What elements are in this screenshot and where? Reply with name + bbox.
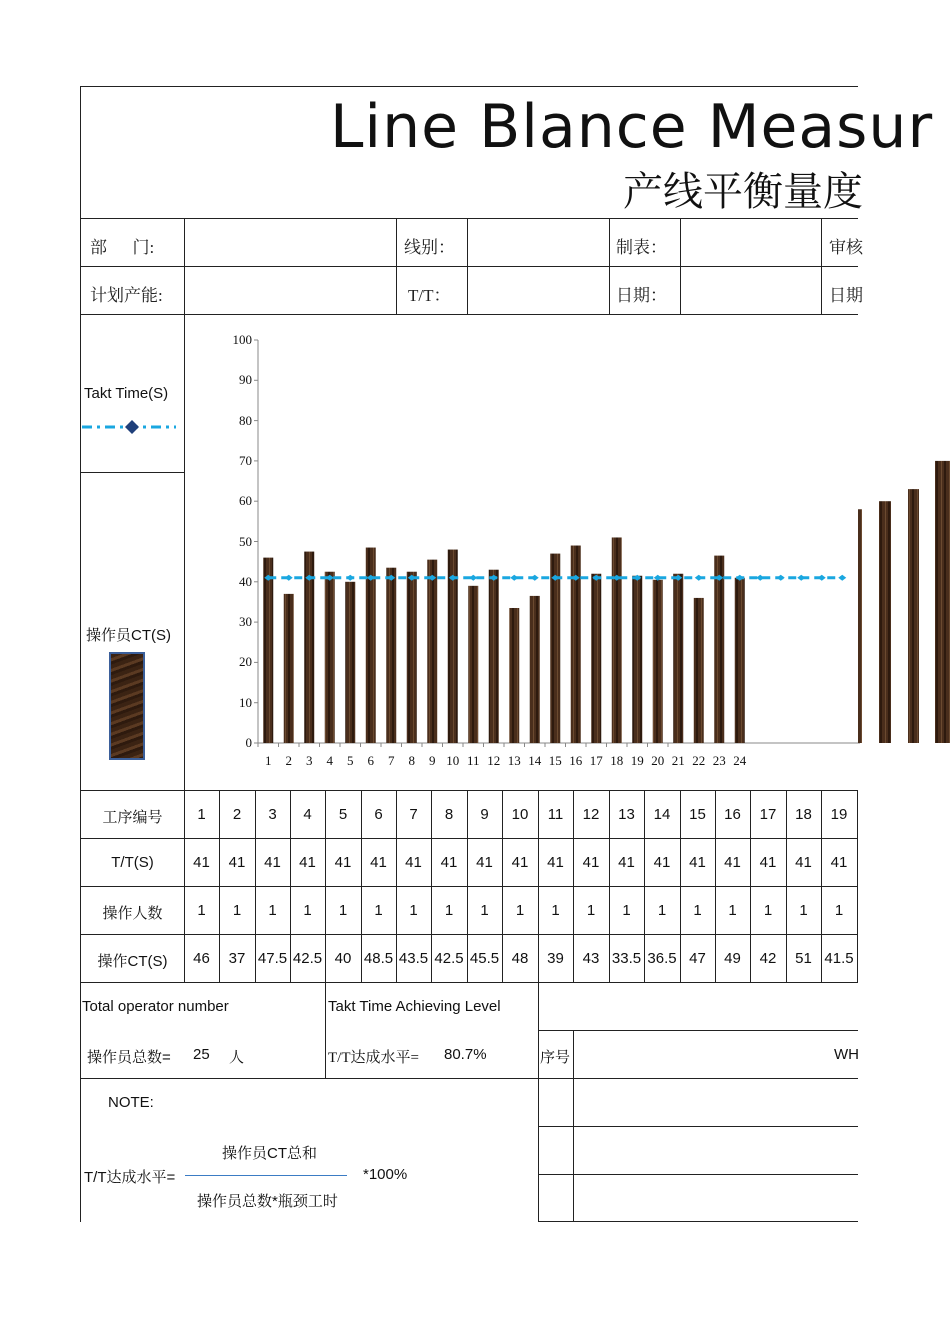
- takt-marker: [346, 575, 354, 581]
- total-operator-value: 25: [193, 1046, 210, 1063]
- table-cell: 1: [303, 902, 312, 919]
- ct-bar: [530, 596, 540, 743]
- total-operator-unit: 人: [229, 1049, 245, 1066]
- table-cell: 1: [622, 902, 631, 919]
- table-cell: 10: [511, 806, 529, 823]
- summary-divider: [325, 982, 326, 1078]
- formula-numerator: 操作员CT总和: [222, 1145, 317, 1162]
- table-cell: 48: [511, 950, 529, 967]
- table-cell: 41: [193, 854, 210, 871]
- x-tick-label: 13: [507, 753, 521, 768]
- table-cell: 1: [338, 902, 348, 919]
- table-cell: 42.5: [434, 950, 464, 967]
- table-cell: 1: [374, 902, 383, 919]
- table-cell: 41: [830, 854, 848, 871]
- page-subtitle: 产线平衡量度: [623, 169, 863, 215]
- takt-marker: [531, 575, 539, 581]
- table-cell: 17: [759, 806, 777, 823]
- table-cell: 41: [795, 854, 812, 871]
- table-cell: 18: [795, 806, 812, 823]
- table-cell: 41: [370, 854, 387, 871]
- table-cell: 43: [582, 950, 600, 967]
- formula-factor: *100%: [363, 1166, 408, 1183]
- x-tick-label: 4: [326, 753, 333, 768]
- table-cell: 49: [724, 950, 741, 967]
- takt-marker: [510, 575, 518, 581]
- seq-label: 序号: [540, 1049, 571, 1066]
- note-label: NOTE:: [108, 1094, 154, 1111]
- x-tick-label: 9: [429, 753, 436, 768]
- frame-left: [80, 86, 81, 1222]
- table-cell: 2: [232, 806, 242, 823]
- ct-bar: [509, 608, 519, 743]
- takt-level-cn: T/T达成水平=: [328, 1050, 419, 1066]
- table-row-line: [80, 934, 858, 935]
- ct-bar: [714, 556, 724, 743]
- table-cell: 1: [409, 902, 418, 919]
- table-cell: 15: [689, 806, 706, 823]
- y-tick-label: 30: [239, 614, 252, 630]
- table-cell: 45.5: [469, 950, 500, 967]
- table-cell: 1: [197, 902, 206, 919]
- summary-mid: [538, 1030, 858, 1031]
- table-row-line: [80, 886, 858, 887]
- table-cell: 1: [586, 902, 596, 919]
- review-label: 审核: [829, 238, 863, 257]
- total-operator-cn: 操作员总数=: [87, 1049, 171, 1066]
- ct-bar: [694, 598, 704, 743]
- ct-bar: [591, 574, 601, 743]
- table-cell: 1: [444, 902, 454, 919]
- takt-marker: [777, 575, 785, 581]
- x-tick-label: 21: [671, 753, 685, 768]
- frame-top: [80, 86, 858, 87]
- table-cell: 41: [547, 854, 564, 871]
- table-cell: 1: [480, 902, 489, 919]
- formula-fraction-bar: [185, 1175, 347, 1176]
- takt-level-label: Takt Time Achieving Level: [328, 998, 501, 1015]
- date2-label: 日期: [829, 286, 863, 305]
- table-cell: 12: [582, 806, 600, 823]
- y-tick-label: 50: [239, 533, 252, 549]
- y-tick-label: 80: [239, 412, 252, 428]
- x-tick-label: 18: [610, 753, 624, 768]
- row-label-process-no: 工序编号: [102, 809, 163, 826]
- takt-marker: [818, 575, 826, 581]
- legend-separator: [80, 472, 184, 473]
- table-cell: 14: [653, 806, 671, 823]
- y-tick-label: 70: [239, 452, 252, 468]
- diamond-marker-icon: [125, 420, 139, 434]
- table-cell: 1: [551, 902, 560, 919]
- ct-bar: [489, 570, 499, 743]
- table-cell: 41: [476, 854, 493, 871]
- takt-marker: [756, 575, 764, 581]
- table-cell: 1: [268, 902, 277, 919]
- table-cell: 42: [759, 950, 777, 967]
- table-cell: 40: [334, 950, 352, 967]
- table-cell: 41: [689, 854, 706, 871]
- y-tick-label: 90: [239, 372, 252, 388]
- table-cell: 37: [228, 950, 246, 967]
- x-tick-label: 17: [589, 753, 603, 768]
- table-cell: 42.5: [292, 950, 323, 967]
- dept-label: 部 门:: [90, 238, 155, 257]
- row-label-ct: 操作CT(S): [97, 953, 168, 970]
- line-label: 线别：: [404, 238, 455, 257]
- table-cell: 41: [618, 854, 635, 871]
- table-cell: 47: [689, 950, 706, 967]
- table-cell: 36.5: [647, 950, 677, 967]
- row-label-operators: 操作人数: [102, 905, 163, 922]
- ct-bar: [673, 574, 683, 743]
- takt-legend-label: Takt Time(S): [84, 385, 169, 402]
- table-cell: 4: [303, 806, 312, 823]
- table-cell: 1: [834, 902, 844, 919]
- header-divider: [80, 266, 858, 267]
- table-cell: 19: [830, 806, 848, 823]
- table-cell: 13: [618, 806, 635, 823]
- page-title: Line Blance Measur: [330, 92, 934, 162]
- y-tick-label: 60: [239, 493, 252, 509]
- y-tick-label: 20: [239, 654, 252, 670]
- table-col-line: [857, 790, 858, 982]
- table-cell: 47.5: [257, 950, 288, 967]
- ct-bar: [345, 582, 355, 743]
- header-col-line: [396, 218, 397, 314]
- takt-marker: [469, 575, 477, 581]
- ct-bar: [284, 594, 294, 743]
- header-col-line: [680, 218, 681, 314]
- table-row-line: [80, 790, 858, 791]
- header-divider: [80, 218, 858, 219]
- overflow-bar: [935, 461, 950, 743]
- ct-bar: [735, 578, 745, 743]
- note-table-line: [538, 1174, 858, 1175]
- summary-bottom: [80, 1078, 858, 1079]
- overflow-bar: [908, 489, 919, 743]
- table-cell: 1: [515, 902, 525, 919]
- ct-bar: [386, 568, 396, 743]
- table-cell: 41: [334, 854, 352, 871]
- header-col-line: [821, 218, 822, 314]
- y-tick-label: 40: [239, 573, 252, 589]
- made-by-label: 制表：: [616, 238, 667, 257]
- summary-divider: [538, 982, 539, 1222]
- total-operator-label: Total operator number: [82, 998, 229, 1015]
- x-tick-label: 1: [265, 753, 272, 768]
- table-cell: 41: [440, 854, 458, 871]
- x-tick-label: 6: [367, 753, 374, 768]
- overflow-bar: [858, 509, 862, 743]
- table-cell: 46: [193, 950, 210, 967]
- table-cell: 1: [799, 902, 808, 919]
- table-cell: 9: [480, 806, 489, 823]
- x-tick-label: 14: [528, 753, 542, 768]
- y-tick-label: 10: [239, 694, 252, 710]
- x-tick-label: 12: [487, 753, 501, 768]
- ct-legend-swatch: [109, 652, 145, 760]
- table-cell: 3: [268, 806, 277, 823]
- table-cell: 33.5: [611, 950, 642, 967]
- ct-bar: [653, 580, 663, 743]
- table-cell: 11: [547, 806, 564, 823]
- table-cell: 41.5: [824, 950, 854, 967]
- table-row-line: [80, 838, 858, 839]
- takt-marker: [797, 575, 805, 581]
- table-cell: 41: [582, 854, 600, 871]
- takt-marker: [838, 575, 846, 581]
- table-cell: 5: [338, 806, 348, 823]
- table-cell: 48.5: [363, 950, 394, 967]
- takt-level-value: 80.7%: [444, 1046, 487, 1063]
- x-tick-label: 24: [733, 753, 747, 768]
- table-cell: 1: [657, 902, 667, 919]
- x-tick-label: 15: [548, 753, 562, 768]
- table-cell: 1: [197, 806, 206, 823]
- table-cell: 7: [409, 806, 418, 823]
- table-cell: 43.5: [398, 950, 429, 967]
- y-tick-label: 0: [245, 735, 252, 750]
- table-cell: 1: [693, 902, 702, 919]
- table-cell: 6: [374, 806, 383, 823]
- ct-bar: [468, 586, 478, 743]
- table-cell: 41: [759, 854, 777, 871]
- x-tick-label: 16: [569, 753, 583, 768]
- x-tick-label: 3: [306, 753, 313, 768]
- x-tick-label: 20: [651, 753, 665, 768]
- ct-bar: [325, 572, 335, 743]
- overflow-bar: [879, 501, 891, 743]
- formula-left: T/T达成水平=: [84, 1169, 176, 1186]
- tt-label: T/T：: [408, 286, 451, 305]
- note-table-line: [538, 1126, 858, 1127]
- table-cell: 8: [444, 806, 454, 823]
- date-label: 日期：: [616, 286, 667, 305]
- takt-marker: [695, 575, 703, 581]
- line-balance-chart: [184, 314, 950, 790]
- table-cell: 41: [724, 854, 741, 871]
- ct-bar: [263, 558, 273, 743]
- ct-bar: [550, 554, 560, 743]
- table-cell: 51: [795, 950, 812, 967]
- x-tick-label: 2: [285, 753, 292, 768]
- x-tick-label: 10: [446, 753, 460, 768]
- wh-label: WH: [834, 1046, 859, 1063]
- table-cell: 16: [724, 806, 741, 823]
- header-col-line: [609, 218, 610, 314]
- ct-bar: [612, 537, 622, 743]
- row-label-tt: T/T(S): [111, 854, 154, 871]
- takt-marker: [285, 575, 293, 581]
- header-col-line: [467, 218, 468, 314]
- formula-denominator: 操作员总数*瓶颈工时: [197, 1193, 338, 1210]
- table-cell: 41: [299, 854, 316, 871]
- table-cell: 1: [232, 902, 242, 919]
- plan-label: 计划产能:: [90, 286, 163, 305]
- table-cell: 41: [264, 854, 281, 871]
- takt-legend-swatch: [80, 416, 180, 438]
- ct-bar: [427, 560, 437, 743]
- x-tick-label: 22: [692, 753, 706, 768]
- x-tick-label: 23: [712, 753, 726, 768]
- x-tick-label: 7: [388, 753, 395, 768]
- table-cell: 1: [728, 902, 737, 919]
- note-table-line: [538, 1221, 858, 1222]
- header-col-line: [184, 218, 185, 314]
- y-tick-label: 100: [232, 332, 252, 347]
- ct-legend-label: 操作员CT(S): [86, 627, 171, 644]
- x-tick-label: 8: [408, 753, 415, 768]
- x-tick-label: 19: [630, 753, 644, 768]
- x-tick-label: 11: [466, 753, 480, 768]
- table-cell: 41: [405, 854, 422, 871]
- ct-bar: [632, 576, 642, 743]
- table-cell: 1: [763, 902, 773, 919]
- summary-top: [80, 982, 858, 983]
- table-cell: 41: [511, 854, 529, 871]
- table-cell: 41: [228, 854, 246, 871]
- x-tick-label: 5: [347, 753, 354, 768]
- ct-bar: [407, 572, 417, 743]
- table-cell: 39: [547, 950, 564, 967]
- table-cell: 41: [653, 854, 671, 871]
